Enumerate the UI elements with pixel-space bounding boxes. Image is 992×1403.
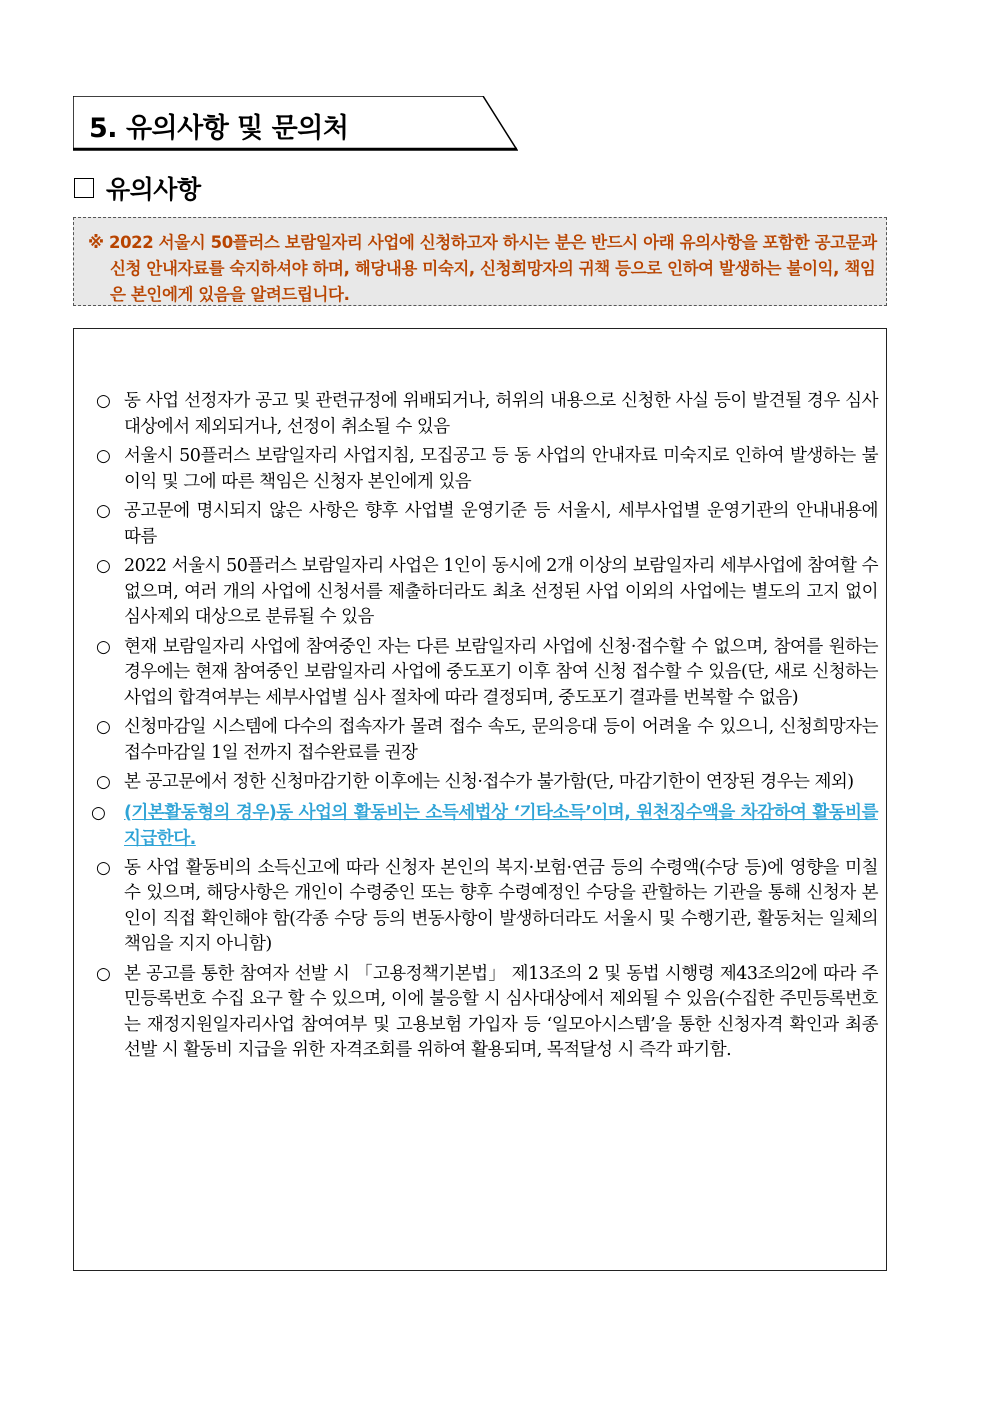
list-item-text: 동 사업 선정자가 공고 및 관련규정에 위배되거나, 허위의 내용으로 신청한 사실 등이 발견될 경우 심사대상에서 제외되거나, 선정이 취소될 수 있음 — [124, 391, 878, 437]
list-item — [96, 715, 878, 766]
circle-bullet-icon: ○ — [96, 963, 111, 984]
list-item-text: 본 공고를 통한 참여자 선발 시 「고용정책기본법」 제13조의 2 및 동법 시행령 제43조의2에 따라 주민등록번호 수집 요구 할 수 있으며, 이에 불응할 시 심사대상에서 제외될 수 있음(수집한 주민등록번호는 재정지원일자리사업 참여여부 및 고용보험 가입자 등 ‘일모아시스템’을 통한 신청자격 확인과 최종선발 시 활동비 지급을 위한 자격조회를 위하여 활용되며, 목적달성 시 즉각 파기함. — [124, 963, 878, 1060]
section-title: 5. 유의사항 및 문의처 — [89, 113, 349, 144]
list-item-text: 공고문에 명시되지 않은 사항은 향후 사업별 운영기준 등 서울시, 세부사업별 운영기관의 안내내용에 따름 — [124, 501, 878, 547]
list-item-text: 신청마감일 시스템에 다수의 접속자가 몰려 접수 속도, 문의응대 등이 어려울 수 있으니, 신청희망자는 접수마감일 1일 전까지 접수완료를 권장 — [124, 717, 878, 763]
list-item-text: 동 사업 활동비의 소득신고에 따라 신청자 본인의 복지·보험·연금 등의 수령액(수당 등)에 영향을 미칠 수 있으며, 해당사항은 개인이 수령중인 또는 향후 수령예정인 수당을 관할하는 기관을 통해 신청자 본인이 직접 확인해야 함(각종 수당 등의 변동사항이 발생하더라도 서울시 및 수행기관, 활동처는 일체의 책임을 지지 아니함) — [124, 857, 878, 954]
list-item-highlighted — [91, 800, 878, 852]
circle-bullet-icon: ○ — [96, 636, 111, 657]
sub-heading-text: 유의사항 — [106, 175, 201, 204]
circle-bullet-icon: ○ — [91, 802, 106, 823]
list-item-text: 본 공고문에서 정한 신청마감기한 이후에는 신청·접수가 불가함(단, 마감기한이 연장된 경우는 제외) — [124, 772, 854, 792]
list-item — [96, 444, 878, 495]
section-header — [73, 96, 518, 151]
list-item — [96, 554, 878, 631]
list-item-text: (기본활동형의 경우)동 사업의 활동비는 소득세법상 ‘기타소득’이며, 원천징수액을 차감하여 활동비를 지급한다. — [124, 802, 878, 849]
list-item-text: 2022 서울시 50플러스 보람일자리 사업은 1인이 동시에 2개 이상의 보람일자리 세부사업에 참여할 수 없으며, 여러 개의 사업에 신청서를 제출하더라도 최초 선정된 사업 이외의 사업에는 별도의 고지 없이 심사제외 대상으로 분류될 수 있음 — [124, 556, 878, 627]
circle-bullet-icon: ○ — [96, 772, 111, 792]
list-item — [96, 770, 878, 796]
list-item-text: 현재 보람일자리 사업에 참여중인 자는 다른 보람일자리 사업에 신청·접수할 수 없으며, 참여를 원하는 경우에는 현재 참여중인 보람일자리 사업에 중도포기 이후 참여 신청 접수할 수 있음(단, 새로 신청하는 사업의 합격여부는 세부사업별 심사 절차에 따라 결정되며, 중도포기 결과를 번복할 수 없음) — [124, 636, 878, 708]
precautions-box — [73, 328, 887, 1271]
notice-text: 2022 서울시 50플러스 보람일자리 사업에 신청하고자 하시는 분은 반드시 아래 유의사항을 포함한 공고문과 신청 안내자료를 숙지하셔야 하며, 해당내용 미숙지, 신청희망자의 귀책 등으로 인하여 발생하는 불이익, 책임은 본인에게 있음을 알려드립니다. — [109, 233, 877, 304]
list-item-text: 서울시 50플러스 보람일자리 사업지침, 모집공고 등 동 사업의 안내자료 미숙지로 인하여 발생하는 불이익 및 그에 따른 책임은 신청자 본인에게 있음 — [124, 446, 878, 492]
circle-bullet-icon: ○ — [96, 391, 111, 411]
reference-mark-icon: ※ — [88, 233, 104, 252]
sub-heading — [74, 172, 201, 204]
list-item — [96, 389, 878, 440]
checkbox-square-icon — [74, 178, 94, 198]
list-item — [96, 962, 878, 1064]
circle-bullet-icon: ○ — [96, 717, 111, 737]
circle-bullet-icon: ○ — [96, 501, 111, 521]
circle-bullet-icon: ○ — [96, 446, 111, 466]
notice-box — [73, 217, 887, 306]
list-item — [96, 499, 878, 550]
list-item — [96, 635, 878, 712]
list-item — [96, 856, 878, 958]
circle-bullet-icon: ○ — [96, 556, 111, 576]
circle-bullet-icon: ○ — [96, 857, 111, 878]
notice-paragraph — [88, 230, 878, 308]
